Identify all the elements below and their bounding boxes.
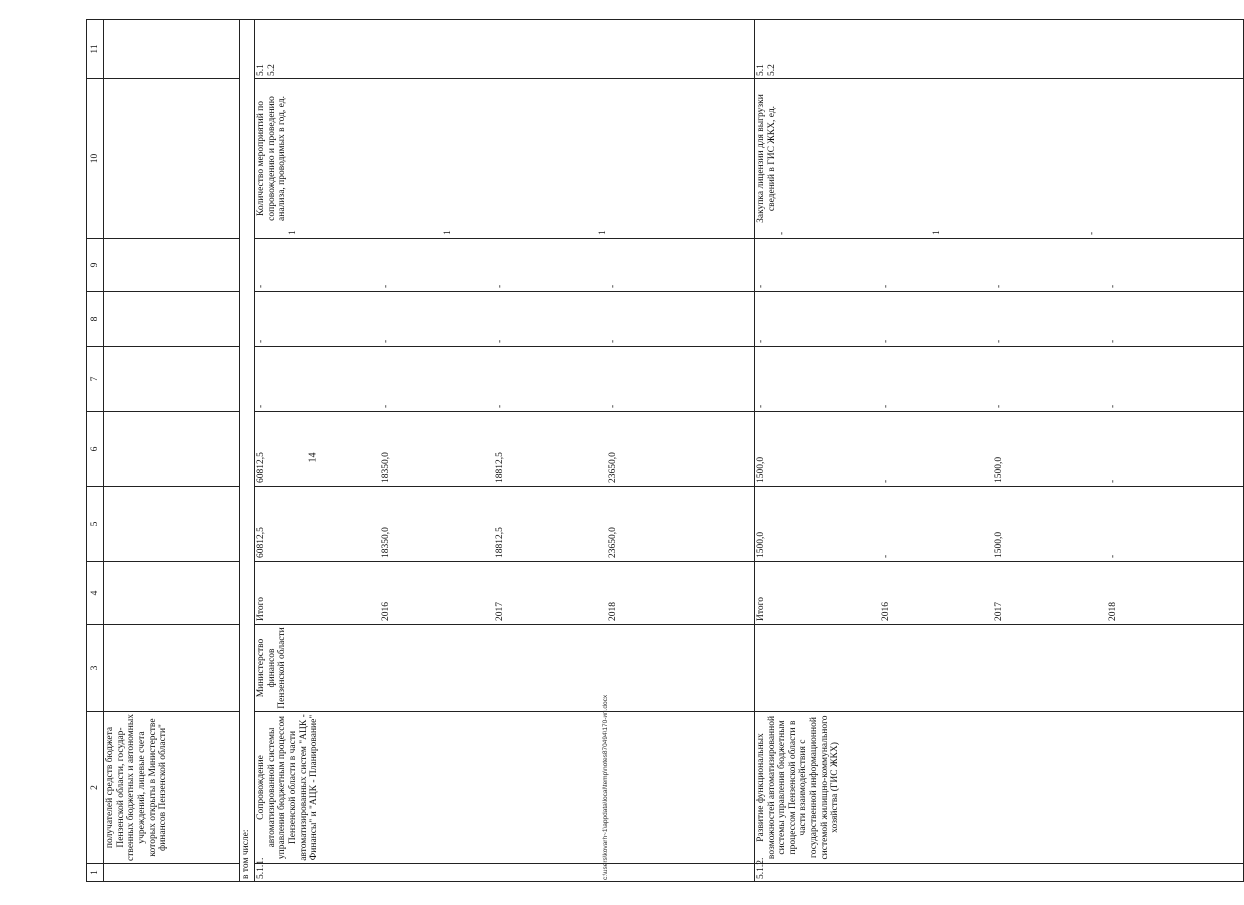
year: 2018 — [607, 602, 618, 621]
value: - — [256, 284, 266, 288]
years-cell — [255, 562, 755, 625]
indicator-text: Количество мероприятий по сопровождению и проведению анализа, проводимых в год, ед. — [256, 96, 288, 221]
row-executor: Министерство финансов Пензенской области — [255, 625, 755, 712]
col-header: 11 — [87, 20, 104, 79]
col-header: 5 — [87, 487, 104, 562]
value: - — [381, 339, 392, 343]
value: - — [1107, 479, 1118, 483]
value: 1500,0 — [755, 456, 766, 483]
table-row — [754, 20, 1243, 882]
value: 60812,5 — [256, 527, 266, 558]
section-label: в том числе: — [240, 20, 255, 882]
value: - — [994, 339, 1005, 343]
year: 2016 — [381, 602, 392, 621]
value: - — [777, 231, 788, 235]
value: 1500,0 — [994, 456, 1005, 483]
year: Итого — [256, 596, 266, 621]
column-number-row — [87, 20, 104, 882]
value: - — [494, 339, 505, 343]
indicator-text: Закупка лицензии для выгрузки сведений в ГИС ЖКХ, ед. — [755, 94, 777, 223]
value: - — [381, 404, 392, 408]
value: - — [1107, 284, 1118, 288]
value: - — [881, 404, 892, 408]
table-row — [255, 20, 755, 882]
col11-cell: 5.1 5.2 — [754, 20, 1243, 79]
value: - — [381, 284, 392, 288]
value: 1 — [442, 230, 453, 235]
value: 18812,5 — [494, 527, 505, 558]
value: - — [607, 284, 618, 288]
col9-cell — [754, 239, 1243, 292]
value: - — [755, 339, 766, 343]
col11-cell: 5.1 5.2 — [255, 20, 755, 79]
value: 18350,0 — [381, 452, 392, 483]
row-number: 5.1.1. — [255, 864, 755, 882]
col-header: 6 — [87, 412, 104, 487]
year: 2017 — [494, 602, 505, 621]
value: 23650,0 — [607, 452, 618, 483]
col-header: 9 — [87, 239, 104, 292]
row-executor — [754, 625, 1243, 712]
value: 18812,5 — [494, 452, 505, 483]
value: - — [1087, 231, 1098, 235]
value: 1500,0 — [994, 531, 1005, 558]
value: - — [1107, 554, 1118, 558]
value: 1 — [932, 230, 943, 235]
indicator-cell — [754, 79, 1243, 239]
col-header: 4 — [87, 562, 104, 625]
value: - — [755, 284, 766, 288]
value: - — [1107, 404, 1118, 408]
section-row — [240, 20, 255, 882]
row-number: 5.1.2. — [754, 864, 1243, 882]
value: - — [881, 339, 892, 343]
value: - — [256, 404, 266, 408]
row-name: Сопровождение автоматизированной системы управления бюджетным процессом Пензенской области в части автоматизированных систем "АЦК - Финансы" и "АЦК - Планирование" — [255, 712, 755, 864]
continuation-row — [104, 20, 240, 882]
col-header: 3 — [87, 625, 104, 712]
col6-cell — [754, 412, 1243, 487]
row-name: Развитие функциональных возможностей автоматизированной системы управления бюджетным процессом Пензенской области в части взаимодействия с государственной информационной системой жилищно-коммунального хозяйства (ГИС ЖКХ) — [754, 712, 1243, 864]
col6-cell — [255, 412, 755, 487]
value: 1 — [287, 230, 298, 235]
value: 18350,0 — [381, 527, 392, 558]
col8-cell — [255, 292, 755, 347]
value: - — [607, 404, 618, 408]
col7-cell — [754, 347, 1243, 412]
value: - — [256, 339, 266, 343]
years-cell — [754, 562, 1243, 625]
value: - — [881, 284, 892, 288]
value: 60812,5 — [256, 452, 266, 483]
year: 2016 — [881, 602, 892, 621]
value: - — [881, 554, 892, 558]
value: - — [494, 404, 505, 408]
continuation-text: получателей средств бюджета Пензенской области, государ-ственных бюджетных и автономных учреждений, лицевые счета которых открыты в Министерстве финансов Пензенской области" — [104, 712, 240, 864]
col-header: 2 — [87, 712, 104, 864]
value: - — [994, 404, 1005, 408]
col5-cell — [255, 487, 755, 562]
value: - — [994, 284, 1005, 288]
year: 2018 — [1107, 602, 1118, 621]
col-header: 8 — [87, 292, 104, 347]
value: - — [494, 284, 505, 288]
indicator-cell — [255, 79, 755, 239]
program-table — [86, 19, 1244, 882]
value: 1500,0 — [755, 531, 766, 558]
value: - — [881, 479, 892, 483]
value: - — [1107, 339, 1118, 343]
value: - — [607, 339, 618, 343]
col8-cell — [754, 292, 1243, 347]
year: 2017 — [994, 602, 1005, 621]
col9-cell — [255, 239, 755, 292]
footer-file-path: c:\users\kovarh~1\appdata\local\temp\notes870494\170-ип.docx — [602, 694, 609, 880]
col-header: 10 — [87, 79, 104, 239]
col-header: 7 — [87, 347, 104, 412]
value: - — [755, 404, 766, 408]
page-number: 14 — [307, 452, 319, 463]
value: 23650,0 — [607, 527, 618, 558]
col5-cell — [754, 487, 1243, 562]
col-header: 1 — [87, 864, 104, 882]
year: Итого — [755, 596, 766, 621]
value: 1 — [597, 230, 608, 235]
col7-cell — [255, 347, 755, 412]
